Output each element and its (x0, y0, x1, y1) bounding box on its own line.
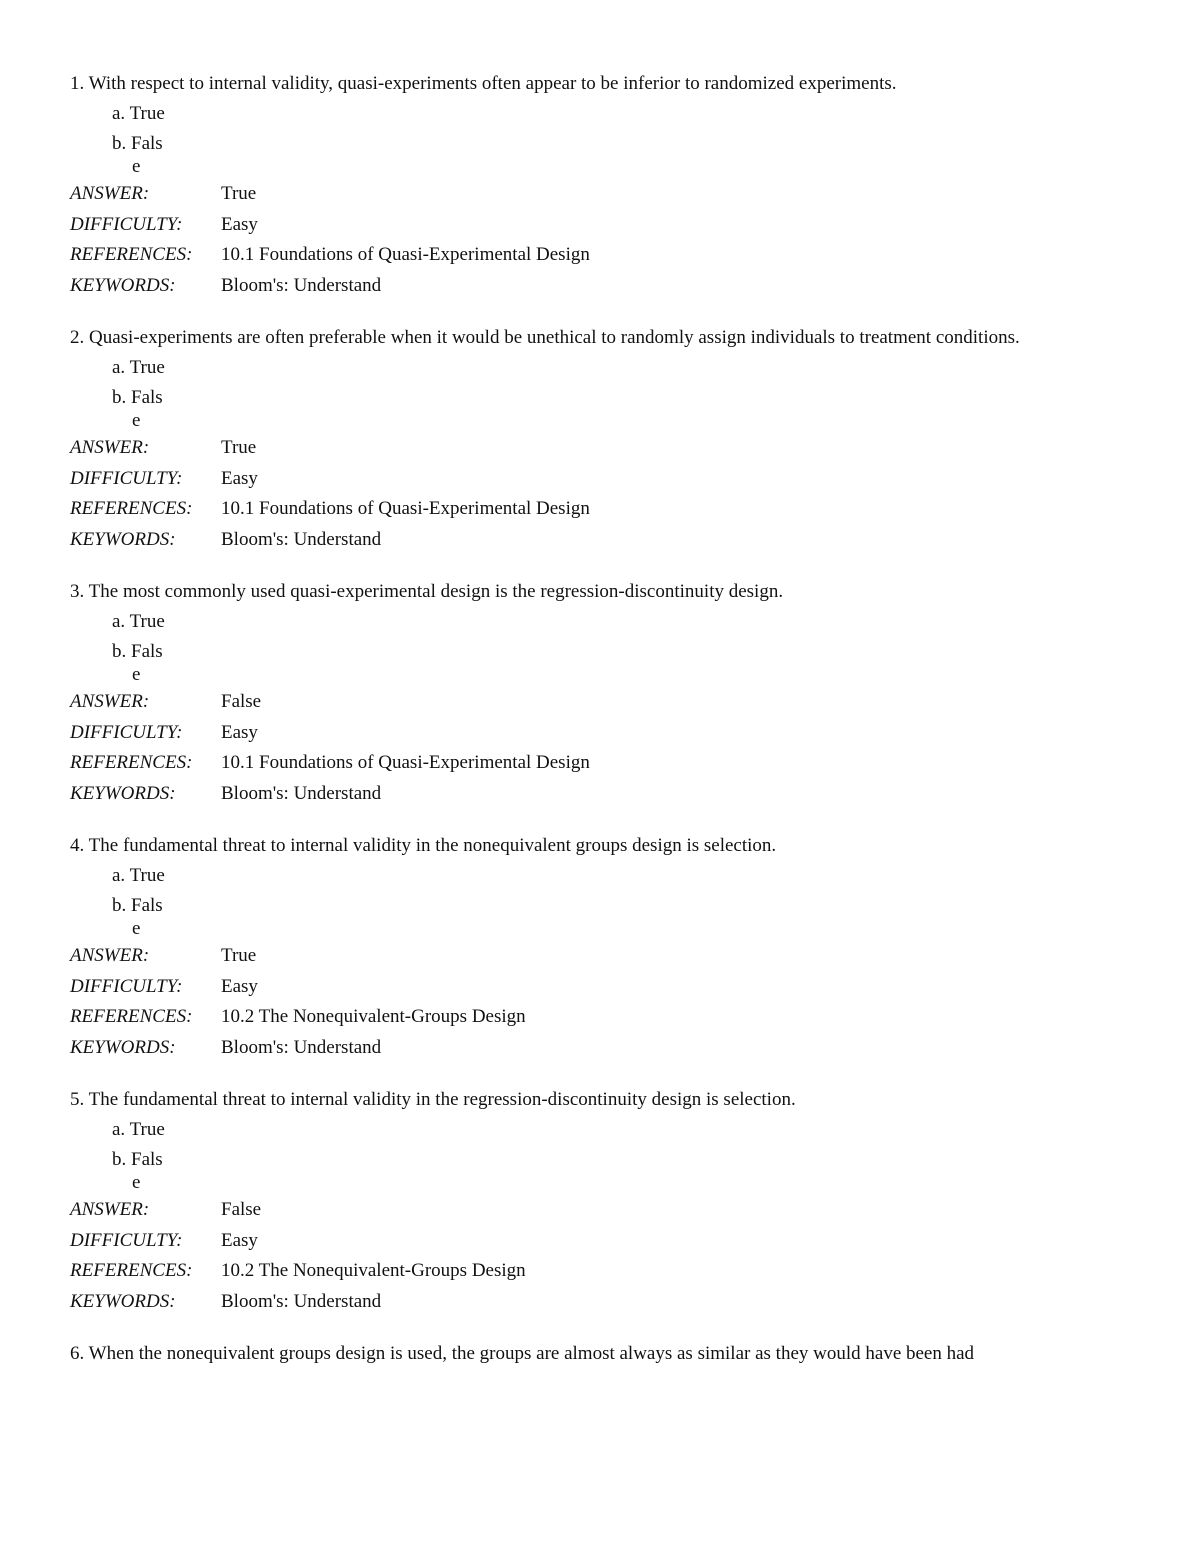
question-5 (70, 1087, 1130, 1317)
keywords-value: Bloom's: Understand (221, 782, 382, 804)
answer-row (70, 433, 1130, 464)
question-stem: 4. The fundamental threat to internal validity in the nonequivalent groups design is selection. (70, 835, 777, 856)
choice-false-tail: e (132, 664, 141, 685)
difficulty-value: Easy (221, 213, 258, 235)
answer-row (70, 687, 1130, 718)
difficulty-value: Easy (221, 975, 258, 997)
choice-false-head: b. Fals (112, 387, 163, 408)
difficulty-row (70, 718, 1130, 749)
answer-choices (112, 1115, 1130, 1195)
choice-true: a. True (112, 1119, 165, 1140)
answer-row (70, 179, 1130, 210)
references-row (70, 240, 1130, 271)
choice-true: a. True (112, 357, 165, 378)
difficulty-label: DIFFICULTY: (70, 213, 183, 235)
choice-false (112, 891, 1130, 941)
question-4 (70, 833, 1130, 1063)
choice-false (112, 1145, 1130, 1195)
choice-true: a. True (112, 865, 165, 886)
keywords-label: KEYWORDS: (70, 274, 176, 296)
keywords-label: KEYWORDS: (70, 1036, 176, 1058)
difficulty-row (70, 1226, 1130, 1257)
keywords-row (70, 271, 1130, 302)
choice-true: a. True (112, 611, 165, 632)
keywords-label: KEYWORDS: (70, 1290, 176, 1312)
references-value: 10.1 Foundations of Quasi-Experimental Design (221, 498, 590, 519)
question-stem: 3. The most commonly used quasi-experimental design is the regression-discontinuity design. (70, 581, 784, 602)
difficulty-label: DIFFICULTY: (70, 1229, 183, 1251)
test-bank-page (70, 71, 1130, 1391)
difficulty-label: DIFFICULTY: (70, 721, 183, 743)
references-value: 10.2 The Nonequivalent-Groups Design (221, 1260, 526, 1281)
difficulty-row (70, 972, 1130, 1003)
references-label: REFERENCES: (70, 752, 193, 773)
question-stem: 5. The fundamental threat to internal validity in the regression-discontinuity design is selection. (70, 1089, 796, 1110)
difficulty-row (70, 464, 1130, 495)
choice-false-tail: e (132, 410, 141, 431)
answer-value: True (221, 437, 257, 458)
references-label: REFERENCES: (70, 498, 193, 519)
keywords-value: Bloom's: Understand (221, 528, 382, 550)
answer-choices (112, 99, 1130, 179)
choice-false-head: b. Fals (112, 641, 163, 662)
references-label: REFERENCES: (70, 1260, 193, 1281)
question-2 (70, 325, 1130, 555)
question-stem: 2. Quasi-experiments are often preferable when it would be unethical to randomly assign individuals to treatment conditions. (70, 327, 1020, 348)
answer-label: ANSWER: (70, 437, 150, 458)
difficulty-label: DIFFICULTY: (70, 975, 183, 997)
references-value: 10.1 Foundations of Quasi-Experimental Design (221, 244, 590, 265)
keywords-value: Bloom's: Understand (221, 1036, 382, 1058)
keywords-value: Bloom's: Understand (221, 274, 382, 296)
references-label: REFERENCES: (70, 244, 193, 265)
difficulty-value: Easy (221, 467, 258, 489)
choice-false-head: b. Fals (112, 895, 163, 916)
references-row (70, 748, 1130, 779)
answer-label: ANSWER: (70, 1199, 150, 1220)
choice-true: a. True (112, 103, 165, 124)
choice-false-head: b. Fals (112, 133, 163, 154)
keywords-row (70, 1033, 1130, 1064)
answer-value: True (221, 183, 257, 204)
choice-false-tail: e (132, 156, 141, 177)
references-value: 10.2 The Nonequivalent-Groups Design (221, 1006, 526, 1027)
answer-value: False (221, 691, 262, 712)
difficulty-value: Easy (221, 1229, 258, 1251)
question-6 (70, 1341, 1130, 1367)
answer-value: True (221, 945, 257, 966)
keywords-label: KEYWORDS: (70, 528, 176, 550)
answer-choices (112, 353, 1130, 433)
answer-choices (112, 607, 1130, 687)
keywords-label: KEYWORDS: (70, 782, 176, 804)
question-stem: 6. When the nonequivalent groups design is used, the groups are almost always as similar as they would have been had (70, 1343, 975, 1364)
choice-false-tail: e (132, 1172, 141, 1193)
choice-false-head: b. Fals (112, 1149, 163, 1170)
question-stem: 1. With respect to internal validity, quasi-experiments often appear to be inferior to randomized experiments. (70, 73, 897, 94)
question-1 (70, 71, 1130, 301)
answer-label: ANSWER: (70, 945, 150, 966)
keywords-value: Bloom's: Understand (221, 1290, 382, 1312)
references-value: 10.1 Foundations of Quasi-Experimental Design (221, 752, 590, 773)
answer-choices (112, 861, 1130, 941)
difficulty-row (70, 210, 1130, 241)
keywords-row (70, 525, 1130, 556)
difficulty-value: Easy (221, 721, 258, 743)
answer-label: ANSWER: (70, 691, 150, 712)
keywords-row (70, 1287, 1130, 1318)
references-row (70, 1256, 1130, 1287)
references-label: REFERENCES: (70, 1006, 193, 1027)
answer-row (70, 1195, 1130, 1226)
references-row (70, 1002, 1130, 1033)
choice-false (112, 383, 1130, 433)
answer-value: False (221, 1199, 262, 1220)
keywords-row (70, 779, 1130, 810)
choice-false-tail: e (132, 918, 141, 939)
references-row (70, 494, 1130, 525)
question-3 (70, 579, 1130, 809)
difficulty-label: DIFFICULTY: (70, 467, 183, 489)
choice-false (112, 637, 1130, 687)
answer-label: ANSWER: (70, 183, 150, 204)
answer-row (70, 941, 1130, 972)
choice-false (112, 129, 1130, 179)
